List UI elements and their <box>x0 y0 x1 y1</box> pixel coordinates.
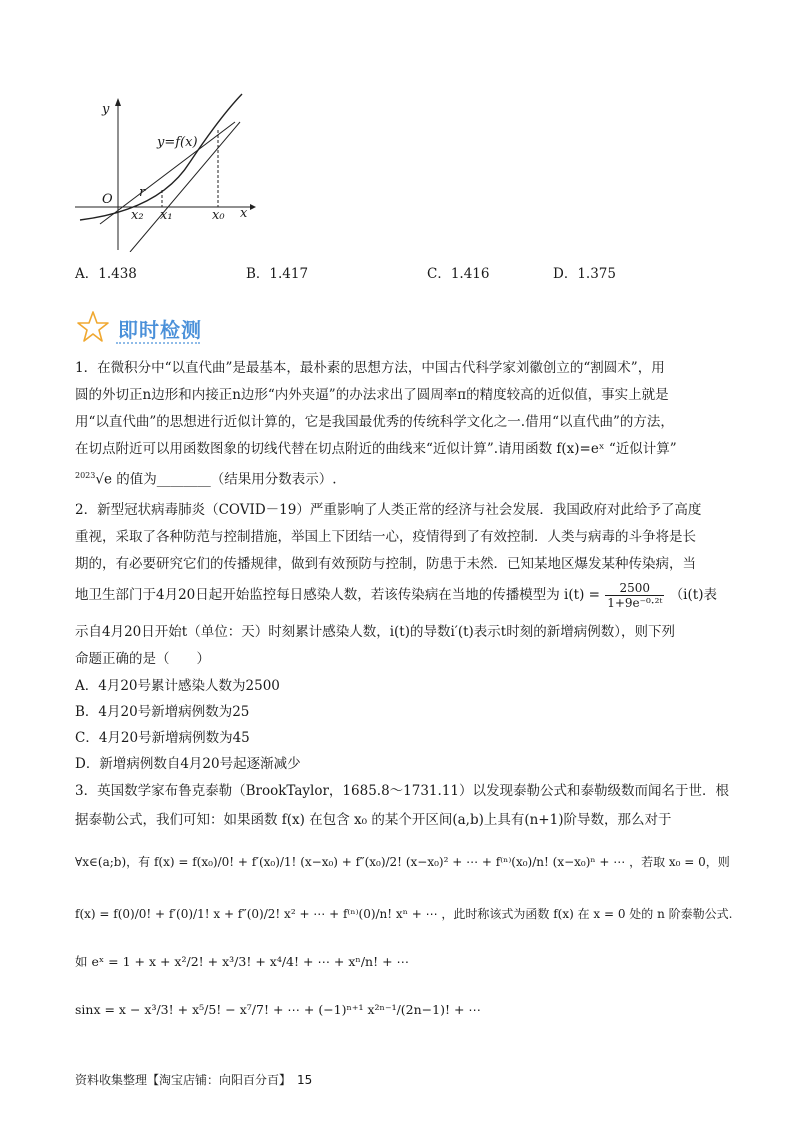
q2-line-2: 重视，采取了各种防范与控制措施，举国上下团结一心，疫情得到了有效控制．人类与病毒的斗争将是长 <box>75 529 696 545</box>
q2-fraction-denominator: 1+9e⁻⁰·²ᵗ <box>607 596 663 610</box>
page-footer: 资料收集整理【淘宝店铺：向阳百分百】 15 <box>75 1073 313 1087</box>
q1-line-3: 用“以直代曲”的思想进行近似计算的，它是我国最优秀的传统科学文化之一.借用“以直代曲”的方法， <box>75 414 674 430</box>
q2-model-fraction <box>605 581 664 610</box>
q1-line-2: 圆的外切正n边形和内接正n边形“内外夹逼”的办法求出了圆周率π的精度较高的近似值，事实上就是 <box>75 387 669 403</box>
q2-line-4 <box>75 580 717 610</box>
q2-option-a: A．4月20号累计感染人数为2500 <box>75 678 280 694</box>
figure-x0-label: x₀ <box>212 208 225 223</box>
q1-line-5 <box>75 466 337 490</box>
star-icon <box>76 310 110 344</box>
q2-line-5: 示自4月20日开始t（单位：天）时刻累计感染人数，i(t)的导数i′(t)表示t时刻的新增病例数），则下列 <box>75 624 675 640</box>
q3-line-3: ∀x∈(a;b)，有 f(x) = f(x₀)/0! + f′(x₀)/1! (x−x₀) + f″(x₀)/2! (x−x₀)² + ⋯ + f⁽ⁿ⁾(x₀)/n! (x−x₀)ⁿ + ⋯ ，若取 x₀ = 0，则 <box>75 855 730 869</box>
figure-x1-label: x₁ <box>160 208 173 223</box>
q2-option-c: C．4月20号新增病例数为45 <box>75 730 250 746</box>
prev-option-d: D．1.375 <box>553 266 616 282</box>
tangent-figure <box>70 92 260 252</box>
figure-x-label: x <box>240 206 248 221</box>
q3-line-2: 据泰勒公式，我们可知：如果函数 f(x) 在包含 x₀ 的某个开区间(a,b)上具有(n+1)阶导数，那么对于 <box>75 812 672 828</box>
q2-fraction-numerator: 2500 <box>605 581 664 596</box>
q3-line-1: 3．英国数学家布鲁克泰勒（BrookTaylor，1685.8～1731.11）以发现泰勒公式和泰勒级数而闻名于世．根 <box>75 783 729 799</box>
q3-line-6: sinx = x − x³/3! + x⁵/5! − x⁷/7! + ⋯ + (−1)ⁿ⁺¹ x²ⁿ⁻¹/(2n−1)! + ⋯ <box>75 1002 481 1017</box>
section-title: 即时检测 <box>118 318 202 342</box>
q2-line-3: 期的，有必要研究它们的传播规律，做到有效预防与控制，防患于未然．已知某地区爆发某种传染病，当 <box>75 556 696 572</box>
section-title-underline <box>116 342 200 344</box>
figure-curve-label: y=f(x) <box>157 135 198 150</box>
q3-line-5: 如 eˣ = 1 + x + x²/2! + x³/3! + x⁴/4! + ⋯ + xⁿ/n! + ⋯ <box>75 954 410 969</box>
figure-y-label: y <box>102 102 110 117</box>
q2-option-d: D．新增病例数自4月20号起逐渐减少 <box>75 756 301 772</box>
q1-root-index: 2023 <box>75 471 96 480</box>
figure-r-label: r <box>139 185 146 200</box>
q1-line-4: 在切点附近可以用函数图象的切线代替在切点附近的曲线来“近似计算”.请用函数 f(x)=eˣ “近似计算” <box>75 441 677 457</box>
prev-option-a: A．1.438 <box>75 266 137 282</box>
figure-origin-label: O <box>102 192 113 207</box>
q2-option-b: B．4月20号新增病例数为25 <box>75 704 250 720</box>
q2-line-4b: （i(t)表 <box>669 587 717 603</box>
prev-option-b: B．1.417 <box>246 266 309 282</box>
q2-line-1: 2．新型冠状病毒肺炎（COVID－19）严重影响了人类正常的经济与社会发展．我国政府对此给予了高度 <box>75 502 702 518</box>
q3-line-4: f(x) = f(0)/0! + f′(0)/1! x + f″(0)/2! x² + ⋯ + f⁽ⁿ⁾(0)/n! xⁿ + ⋯ ，此时称该式为函数 f(x) 在 x = 0 处的 n 阶泰勒公式. <box>75 907 733 921</box>
q2-line-6: 命题正确的是（ ） <box>75 651 210 667</box>
q2-line-4a: 地卫生部门于4月20日起开始监控每日感染人数，若该传染病在当地的传播模型为 i(t) = <box>75 587 600 603</box>
prev-option-c: C．1.416 <box>427 266 490 282</box>
q1-line-5-text: √e 的值为________（结果用分数表示）. <box>95 471 337 488</box>
q1-line-1: 1．在微积分中“以直代曲”是最基本，最朴素的思想方法，中国古代科学家刘徽创立的“割圆术”，用 <box>75 360 665 376</box>
figure-x2-label: x₂ <box>131 208 144 223</box>
